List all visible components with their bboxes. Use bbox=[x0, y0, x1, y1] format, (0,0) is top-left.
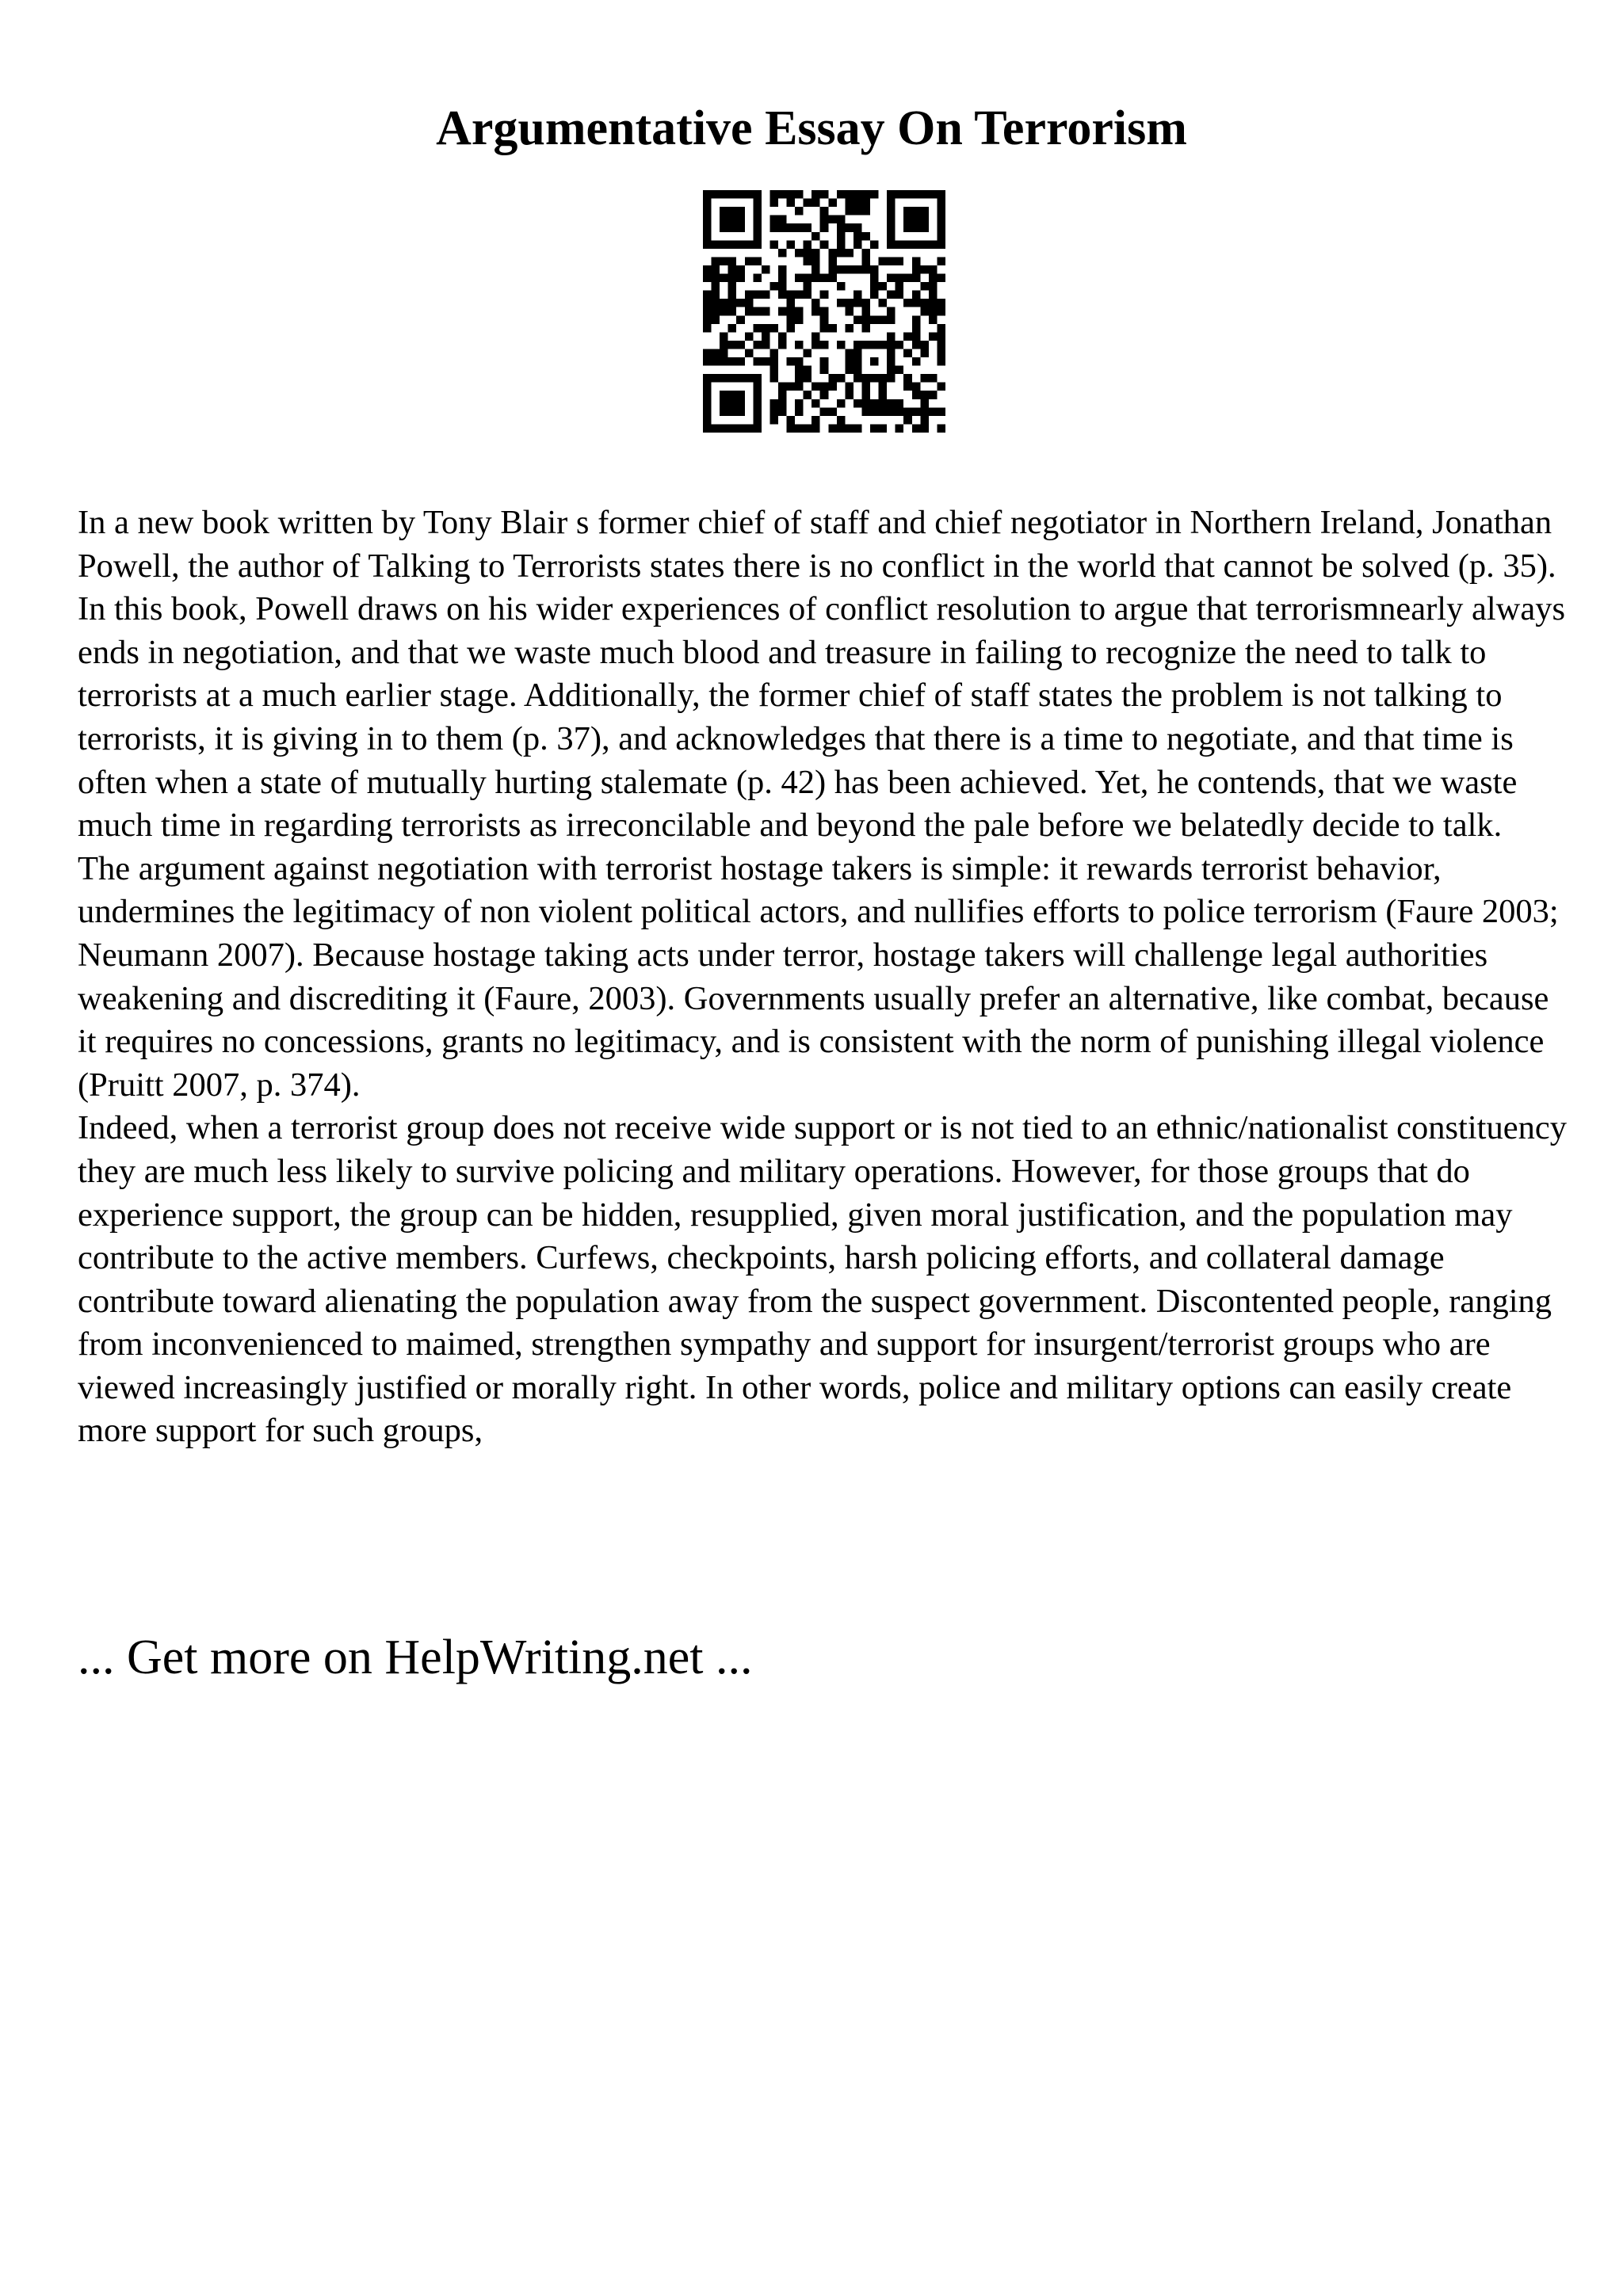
page-title: Argumentative Essay On Terrorism bbox=[436, 101, 1187, 155]
essay-body bbox=[78, 502, 1568, 1453]
essay-paragraph: Indeed, when a terrorist group does not receive wide support or is not tied to an ethnic/nationalist constituency they are much less likely to survive policing and military operations. However, for those groups that do experience support, the group can be hidden, resupplied, given moral justification, and the population may contribute to the active members. Curfews, checkpoints, harsh policing efforts, and collateral damage contribute toward alienating the population away from the suspect government. Discontented people, ranging from inconvenienced to maimed, strengthen sympathy and support for insurgent/terrorist groups who are viewed increasingly justified or morally right. In other words, police and military options can easily create more support for such groups, bbox=[78, 1109, 1567, 1450]
essay-paragraph: The argument against negotiation with terrorist hostage takers is simple: it rewards terrorist behavior, undermines the legitimacy of non violent political actors, and nullifies efforts to police terrorism (Faure 2003; Neumann 2007). Because hostage taking acts under terror, hostage takers will challenge legal authorities weakening and discrediting it (Faure, 2003). Governments usually prefer an alternative, like combat, because it requires no concessions, grants no legitimacy, and is consistent with the norm of punishing illegal violence (Pruitt 2007, p. 374). bbox=[78, 849, 1559, 1104]
essay-paragraph: In a new book written by Tony Blair s former chief of staff and chief negotiator in Northern Ireland, Jonathan Powell, the author of Talking to Terrorists states there is no conflict in the world that cannot be solved (p. 35). In this book, Powell draws on his wider experiences of conflict resolution to argue that terrorismnearly always ends in negotiation, and that we waste much blood and treasure in failing to recognize the need to talk to terrorists at a much earlier stage. Additionally, the former chief of staff states the problem is not talking to terrorists, it is giving in to them (p. 37), and acknowledges that there is a time to negotiate, and that time is often when a state of mutually hurting stalemate (p. 42) has been achieved. Yet, he contends, that we waste much time in regarding terrorists as irreconcilable and beyond the pale before we belatedly decide to talk. bbox=[78, 504, 1565, 845]
qr-code-icon bbox=[703, 190, 945, 433]
get-more-link[interactable]: ... Get more on HelpWriting.net ... bbox=[78, 1630, 753, 1684]
